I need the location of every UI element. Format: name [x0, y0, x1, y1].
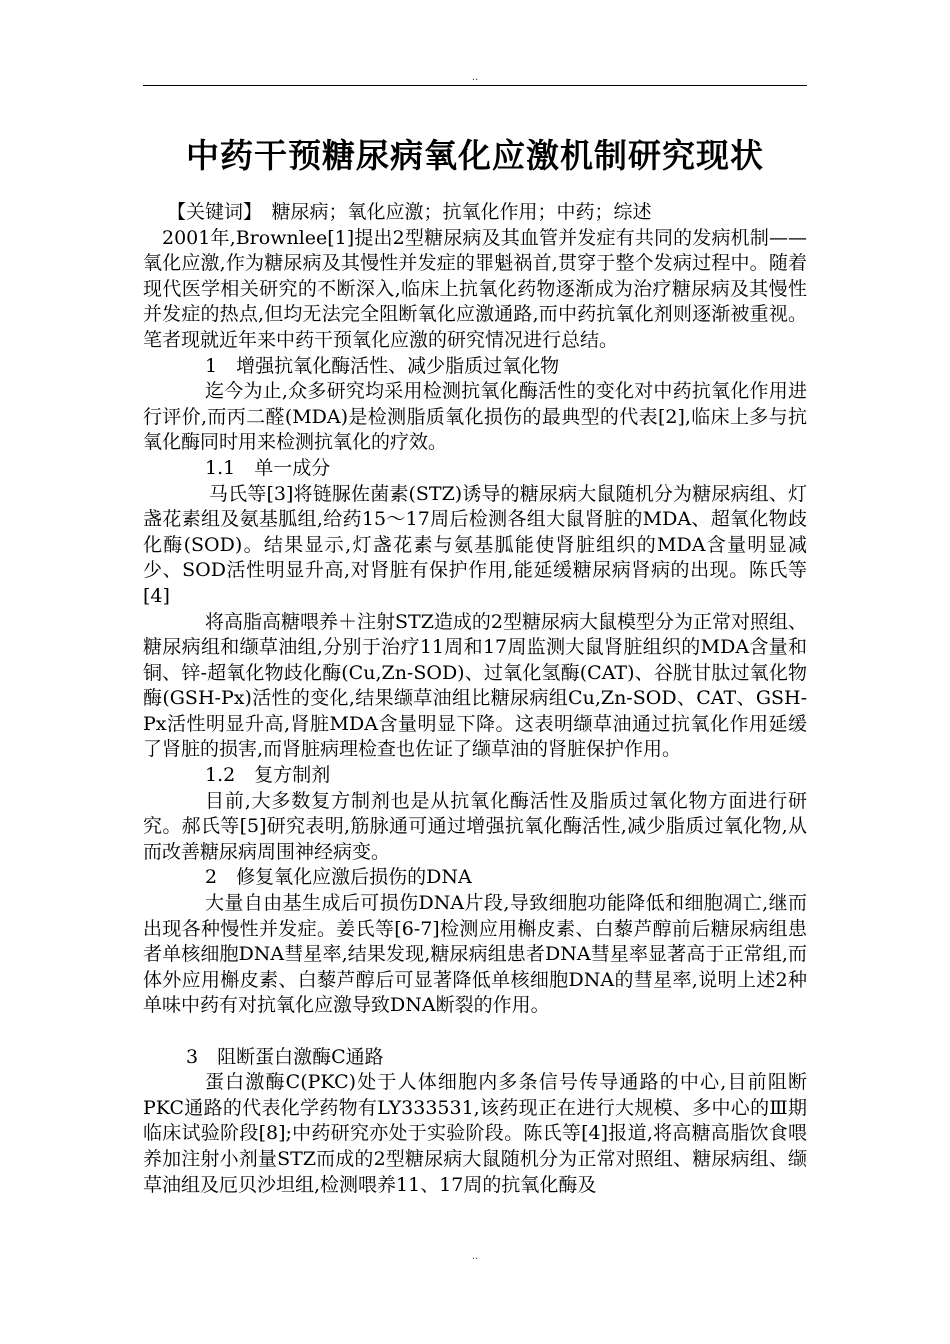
- section-1-heading: 1 增强抗氧化酶活性、减少脂质过氧化物: [205, 354, 560, 377]
- header-rule: [143, 85, 807, 86]
- section-1-paragraph: 迄今为止,众多研究均采用检测抗氧化酶活性的变化对中药抗氧化作用进行评价,而丙二醛(MDA)是检测脂质氧化损伤的最典型的代表[2],临床上多与抗氧化酶同时用来检测抗氧化的疗效。: [143, 380, 807, 454]
- section-2-paragraph: 大量自由基生成后可损伤DNA片段,导致细胞功能降低和细胞凋亡,继而出现各种慢性并发症。姜氏等[6-7]检测应用槲皮素、白藜芦醇前后糖尿病组患者单核细胞DNA彗星率,结果发现,糖尿病组患者DNA彗星率显著高于正常组,而体外应用槲皮素、白藜芦醇后可显著降低单核细胞DNA的彗星率,说明上述2种单味中药有对抗氧化应激导致DNA断裂的作用。: [143, 892, 807, 1017]
- paragraph-gap: [143, 1019, 807, 1045]
- article-title: 中药干预糖尿病氧化应激机制研究现状: [186, 136, 764, 175]
- keywords-line: 【关键词】 糖尿病；氧化应激；抗氧化作用；中药；综述: [167, 201, 652, 223]
- section-2-heading: 2 修复氧化应激后损伤的DNA: [205, 866, 472, 889]
- section-3-heading: 3 阻断蛋白激酶C通路: [186, 1045, 384, 1068]
- section-1-1-heading: 1.1 单一成分: [205, 456, 331, 479]
- intro-paragraph: 2001年,Brownlee[1]提出2型糖尿病及其血管并发症有共同的发病机制——氧化应激,作为糖尿病及其慢性并发症的罪魁祸首,贯穿于整个发病过程中。随着现代医学相关研究的不断深入,临床上抗氧化药物逐渐成为治疗糖尿病及其慢性并发症的热点,但均无法完全阻断氧化应激通路,而中药抗氧化剂则逐渐被重视。笔者现就近年来中药干预氧化应激的研究情况进行总结。: [143, 226, 807, 351]
- section-3-paragraph: 蛋白激酶C(PKC)处于人体细胞内多条信号传导通路的中心,目前阻断PKC通路的代表化学药物有LY333531,该药现正在进行大规模、多中心的Ⅲ期临床试验阶段[8];中药研究亦处于实验阶段。陈氏等[4]报道,将高糖高脂饮食喂养加注射小剂量STZ而成的2型糖尿病大鼠随机分为正常对照组、糖尿病组、缬草油组及厄贝沙坦组,检测喂养11、17周的抗氧化酶及: [143, 1071, 807, 1196]
- section-1-1-paragraph-a: 马氏等[3]将链脲佐菌素(STZ)诱导的糖尿病大鼠随机分为糖尿病组、灯盏花素组及氨基胍组,给药15～17周后检测各组大鼠肾脏的MDA、超氧化物歧化酶(SOD)。结果显示,灯盏花素与氨基胍能使肾脏组织的MDA含量明显减少、SOD活性明显升高,对肾脏有保护作用,能延缓糖尿病肾病的出现。陈氏等[4]: [143, 482, 807, 607]
- header-mark: ..: [471, 72, 479, 83]
- section-1-1-paragraph-b: 将高脂高糖喂养＋注射STZ造成的2型糖尿病大鼠模型分为正常对照组、糖尿病组和缬草油组,分别于治疗11周和17周监测大鼠肾脏组织的MDA含量和铜、锌-超氧化物歧化酶(Cu,Zn-SOD)、过氧化氢酶(CAT)、谷胱甘肽过氧化物酶(GSH-Px)活性的变化,结果缬草油组比糖尿病组Cu,Zn-SOD、CAT、GSH-Px活性明显升高,肾脏MDA含量明显下降。这表明缬草油通过抗氧化作用延缓了肾脏的损害,而肾脏病理检查也佐证了缬草油的肾脏保护作用。: [143, 610, 807, 761]
- article-body: [143, 200, 807, 1198]
- footer-mark: ..: [471, 1251, 479, 1262]
- section-1-2-heading: 1.2 复方制剂: [205, 764, 331, 787]
- section-1-2-paragraph: 目前,大多数复方制剂也是从抗氧化酶活性及脂质过氧化物方面进行研究。郝氏等[5]研究表明,筋脉通可通过增强抗氧化酶活性,减少脂质过氧化物,从而改善糖尿病周围神经病变。: [143, 789, 807, 863]
